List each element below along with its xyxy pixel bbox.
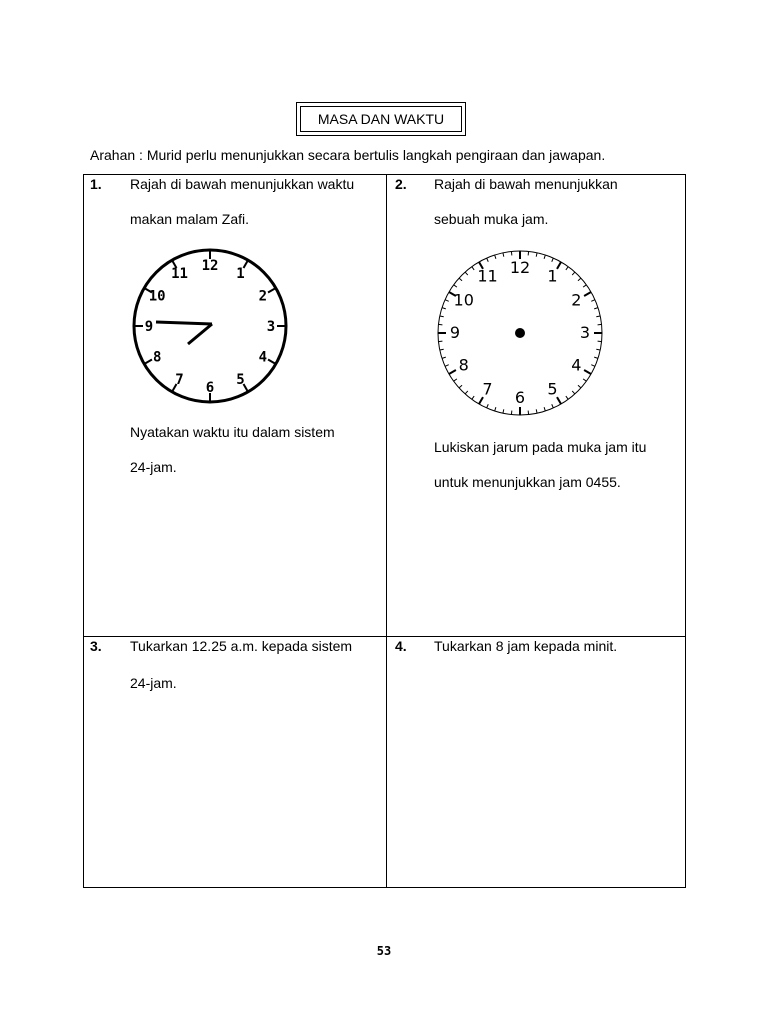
c1-numeral: 5 [236, 371, 245, 388]
question-1-number: 1. [90, 176, 102, 192]
c2-numeral: 8 [458, 355, 469, 375]
instruction-text: Arahan : Murid perlu menunjukkan secara bertulis langkah pengiraan dan jawapan. [90, 147, 606, 163]
question-3-line-1: Tukarkan 12.25 a.m. kepada sistem [130, 638, 353, 654]
c2-minute-tick [572, 391, 575, 394]
c2-minute-tick [583, 379, 586, 381]
page-number: 53 [376, 944, 392, 958]
c2-minute-tick [440, 316, 444, 317]
c1-numeral: 2 [258, 288, 268, 305]
c2-numeral: 2 [571, 290, 582, 310]
c2-minute-tick [459, 385, 462, 388]
c2-minute-tick [596, 316, 600, 317]
c1-numeral: 10 [148, 288, 166, 305]
c2-numeral: 6 [514, 388, 526, 407]
c2-numeral: 11 [477, 266, 498, 286]
c2-minute-tick [459, 278, 462, 281]
clock-1-hour-hand [188, 324, 212, 344]
question-1-prompt-line-1: Nyatakan waktu itu dalam sistem [130, 424, 335, 440]
c2-numeral: 7 [482, 379, 493, 399]
c2-numeral: 3 [579, 323, 591, 342]
c2-minute-tick [465, 272, 468, 275]
question-2-prompt-line-2: untuk menunjukkan jam 0455. [434, 474, 621, 490]
c2-minute-tick [552, 258, 554, 262]
question-4-number: 4. [395, 638, 407, 654]
c2-minute-tick [594, 308, 598, 309]
c1-hour-tick [268, 360, 276, 365]
clock-1-face [130, 246, 290, 408]
c1-numeral: 1 [236, 266, 245, 283]
question-2-line-1: Rajah di bawah menunjukkan [434, 176, 618, 192]
c2-minute-tick [445, 365, 449, 367]
question-2-line-2: sebuah muka jam. [434, 211, 549, 227]
c2-minute-tick [552, 404, 554, 408]
c2-minute-tick [566, 396, 568, 399]
c2-minute-tick [445, 300, 449, 302]
c1-numeral: 12 [201, 258, 219, 274]
c2-numeral: 9 [449, 323, 461, 342]
grid-vertical-divider [386, 174, 387, 888]
question-1-prompt-line-2: 24-jam. [130, 459, 177, 475]
clock-2-face [436, 248, 604, 418]
c2-minute-tick [472, 267, 474, 270]
question-3-line-2: 24-jam. [130, 675, 177, 691]
c2-minute-tick [454, 285, 457, 287]
c2-minute-tick [544, 407, 545, 411]
c2-minute-tick [566, 267, 568, 270]
c2-minute-tick [503, 253, 504, 257]
c2-minute-tick [487, 404, 489, 408]
c2-minute-tick [578, 385, 581, 388]
c1-numeral: 6 [205, 380, 215, 396]
c1-numeral: 3 [266, 319, 276, 335]
c2-minute-tick [536, 253, 537, 257]
c2-minute-tick [596, 349, 600, 350]
question-1-line-1: Rajah di bawah menunjukkan waktu [130, 176, 355, 192]
c1-hour-tick [268, 288, 276, 293]
c1-numeral: 9 [144, 319, 154, 335]
c2-minute-tick [495, 255, 496, 259]
c2-minute-tick [440, 349, 444, 350]
question-2-number: 2. [395, 176, 407, 192]
c2-hour-tick [584, 370, 591, 374]
c2-numeral: 1 [547, 266, 558, 286]
c2-minute-tick [594, 357, 598, 358]
c2-minute-tick [536, 409, 537, 413]
c2-minute-tick [442, 308, 446, 309]
question-1-line-2: makan malam Zafi. [130, 211, 250, 227]
c2-minute-tick [442, 357, 446, 358]
c1-numeral: 7 [175, 371, 184, 388]
question-3-number: 3. [90, 638, 102, 654]
c2-minute-tick [591, 300, 595, 302]
c2-hour-tick [449, 370, 456, 374]
c2-hour-tick [584, 292, 591, 296]
clock-1-minute-hand [156, 322, 212, 324]
c2-minute-tick [583, 285, 586, 287]
c2-minute-tick [465, 391, 468, 394]
c1-numeral: 11 [171, 266, 188, 283]
c2-numeral: 5 [547, 379, 558, 399]
c2-minute-tick [591, 365, 595, 367]
question-4-line-1: Tukarkan 8 jam kepada minit. [434, 638, 618, 654]
c1-numeral: 8 [152, 349, 162, 366]
c2-minute-tick [578, 278, 581, 281]
c1-numeral: 4 [258, 349, 268, 366]
c2-hour-tick [557, 262, 561, 269]
question-2-prompt-line-1: Lukiskan jarum pada muka jam itu [434, 439, 647, 455]
c2-numeral: 4 [571, 355, 582, 375]
c2-minute-tick [572, 272, 575, 275]
c1-hour-tick [144, 360, 152, 365]
c2-minute-tick [544, 255, 545, 259]
c2-minute-tick [454, 379, 457, 381]
c2-minute-tick [495, 407, 496, 411]
c2-hour-tick [557, 397, 561, 404]
c2-minute-tick [503, 409, 504, 413]
title-box [296, 102, 466, 136]
c2-numeral: 12 [509, 258, 531, 277]
clock-2-center-dot [515, 328, 525, 338]
c2-minute-tick [472, 396, 474, 399]
c2-minute-tick [487, 258, 489, 262]
grid-horizontal-divider [83, 636, 686, 637]
c2-numeral: 10 [453, 290, 474, 310]
page-title: MASA DAN WAKTU [300, 106, 462, 132]
